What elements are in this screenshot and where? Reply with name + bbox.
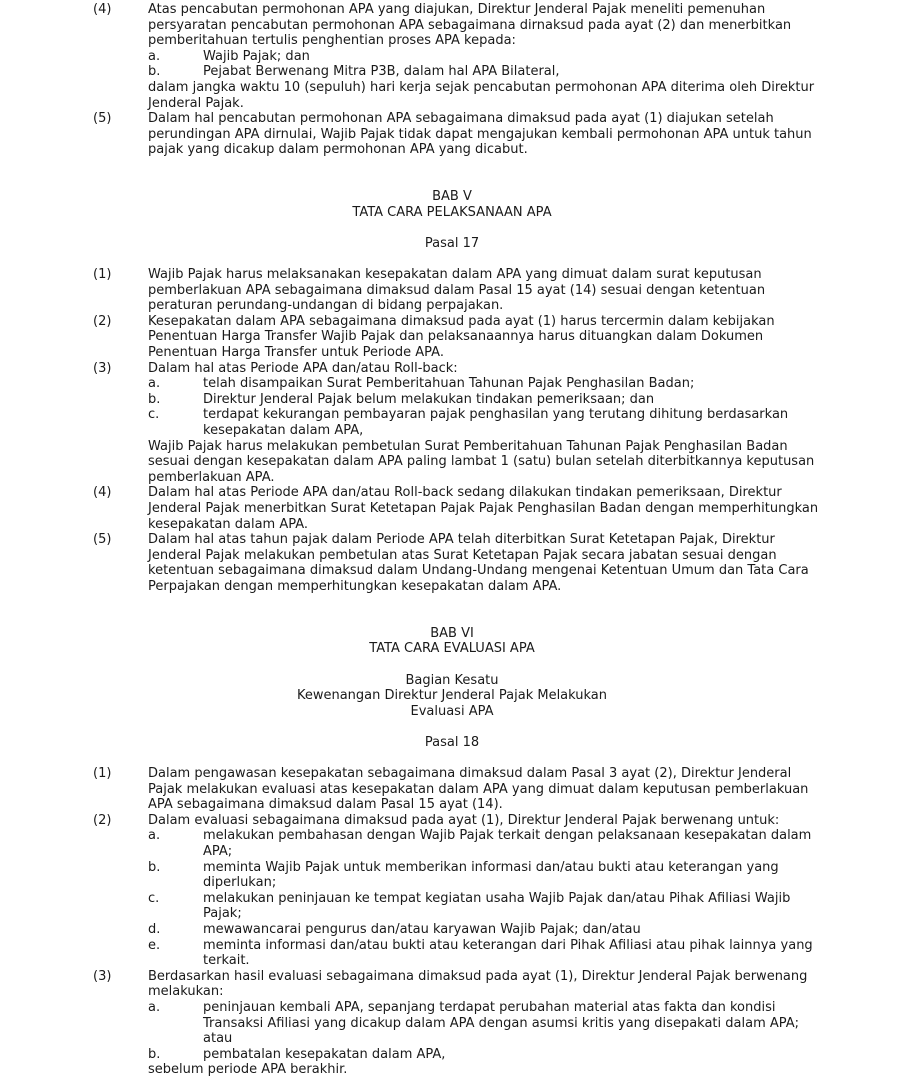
list-item <box>148 392 825 408</box>
paragraph-text: Dalam pengawasan kesepakatan sebagaimana dimaksud dalam Pasal 3 ayat (2), Direktur Jenderal Pajak melakukan evaluasi atas kesepakatan dalam APA yang dimuat dalam keputusan pemberlakuan APA sebagaimana dimaksud dalam Pasal 15 ayat (14). <box>148 766 809 813</box>
list-item <box>148 922 825 938</box>
list-item <box>148 860 825 891</box>
list-letter: b. <box>148 391 161 407</box>
paragraph-text: Dalam evaluasi sebagaimana dimaksud pada ayat (1), Direktur Jenderal Pajak berwenang untuk: <box>148 812 780 828</box>
list-item <box>148 828 825 859</box>
list-item <box>148 407 825 438</box>
list-letter: a. <box>148 828 161 844</box>
paragraph-text: Berdasarkan hasil evaluasi sebagaimana dimaksud pada ayat (1), Direktur Jenderal Pajak berwenang melakukan: <box>148 968 808 1000</box>
list-text: Wajib Pajak; dan <box>203 48 310 64</box>
paragraph-closing: Wajib Pajak harus melakukan pembetulan Surat Pemberitahuan Tahunan Pajak Penghasilan Badan sesuai dengan kesepakatan dalam APA paling lambat 1 (satu) bulan setelah diterbitkannya keputusan pemberlakuan APA. <box>148 438 815 485</box>
paragraph-number: (4) <box>93 485 112 501</box>
chapter-title: TATA CARA EVALUASI APA <box>369 641 535 657</box>
list-item <box>148 1047 825 1063</box>
paragraph-text: Kesepakatan dalam APA sebagaimana dimaksud pada ayat (1) harus tercermin dalam kebijakan Penentuan Harga Transfer Wajib Pajak dan pelaksanaannya harus dituangkan dalam Dokumen Penentuan Harga Transfer untuk Periode APA. <box>148 313 775 361</box>
article-heading: Pasal 17 <box>424 235 480 251</box>
list-text: melakukan pembahasan dengan Wajib Pajak terkait dengan pelaksanaan kesepakatan dalam APA; <box>203 828 812 860</box>
chapter-title: TATA CARA PELAKSANAAN APA <box>352 204 552 220</box>
paragraph-1 <box>0 267 825 314</box>
list-item <box>148 891 825 922</box>
list-letter: c. <box>148 407 160 423</box>
list-item <box>148 49 825 65</box>
paragraph-text: Dalam hal pencabutan permohonan APA sebagaimana dimaksud pada ayat (1) diajukan setelah perundingan APA dirnulai, Wajib Pajak tidak dapat mengajukan kembali permohonan APA untuk tahun pajak yang dicakup dalam permohonan APA yang dicabut. <box>148 111 812 158</box>
paragraph-5 <box>0 111 825 158</box>
paragraph-number: (2) <box>93 812 112 828</box>
list-text: Pejabat Berwenang Mitra P3B, dalam hal APA Bilateral, <box>203 64 560 80</box>
list-letter: d. <box>148 922 161 938</box>
list-text: pembatalan kesepakatan dalam APA, <box>203 1046 446 1062</box>
paragraph-2 <box>0 813 825 969</box>
list-item <box>148 64 825 80</box>
list-letter: a. <box>148 48 161 64</box>
paragraph-4 <box>0 485 825 532</box>
paragraph-text: Dalam hal atas Periode APA dan/atau Roll-back sedang dilakukan tindakan pemeriksaan, Direktur Jenderal Pajak menerbitkan Surat Ketetapan Pajak Pajak Penghasilan Badan dengan memperhitungkan kesepakatan dalam APA. <box>148 485 819 532</box>
list-text: terdapat kekurangan pembayaran pajak penghasilan yang terutang dihitung berdasarkan kesepakatan dalam APA, <box>203 407 789 439</box>
paragraph-5 <box>0 532 825 594</box>
list-letter: b. <box>148 1046 161 1062</box>
paragraph-text: Atas pencabutan permohonan APA yang diajukan, Direktur Jenderal Pajak meneliti pemenuhan persyaratan pencabutan permohonan APA sebagaimana dirnaksud pada ayat (2) dan menerbitkan pemberitahuan tertulis penghentian proses APA kepada: <box>148 2 792 49</box>
paragraph-closing: sebelum periode APA berakhir. <box>148 1062 348 1078</box>
article-heading: Pasal 18 <box>424 734 480 750</box>
paragraph-number: (3) <box>93 968 112 984</box>
list-item <box>148 938 825 969</box>
section-title-line-1: Kewenangan Direktur Jenderal Pajak Melakukan <box>296 688 608 704</box>
list-letter: b. <box>148 64 161 80</box>
paragraph-number: (3) <box>93 360 112 376</box>
list-item <box>148 1000 825 1047</box>
list-text: peninjauan kembali APA, sepanjang terdapat perubahan material atas fakta dan kondisi Transaksi Afiliasi yang dicakup dalam APA dengan asumsi kritis yang disepakati dalam APA; atau <box>203 1000 800 1047</box>
paragraph-2 <box>0 314 825 361</box>
list-text: Direktur Jenderal Pajak belum melakukan tindakan pemeriksaan; dan <box>203 391 655 407</box>
list-text: telah disampaikan Surat Pemberitahuan Tahunan Pajak Penghasilan Badan; <box>203 376 695 392</box>
paragraph-1 <box>0 766 825 813</box>
paragraph-closing: dalam jangka waktu 10 (sepuluh) hari kerja sejak pencabutan permohonan APA diterima oleh Direktur Jenderal Pajak. <box>148 79 815 111</box>
list-letter: b. <box>148 859 161 875</box>
paragraph-number: (2) <box>93 313 112 329</box>
list-letter: c. <box>148 890 160 906</box>
paragraph-number: (1) <box>93 267 112 283</box>
chapter-heading: BAB VI <box>430 625 474 641</box>
paragraph-text: Dalam hal atas Periode APA dan/atau Roll-back: <box>148 360 458 376</box>
paragraph-number: (1) <box>93 766 112 782</box>
paragraph-3 <box>0 361 825 486</box>
list-letter: a. <box>148 376 161 392</box>
list-text: meminta informasi dan/atau bukti atau keterangan dari Pihak Afiliasi atau pihak lainnya yang terkait. <box>203 937 813 969</box>
paragraph-number: (5) <box>93 111 112 127</box>
list-letter: a. <box>148 1000 161 1015</box>
list-text: melakukan peninjauan ke tempat kegiatan usaha Wajib Pajak dan/atau Pihak Afiliasi Wajib Pajak; <box>203 890 791 922</box>
list-item <box>148 376 825 392</box>
paragraph-text: Wajib Pajak harus melaksanakan kesepakatan dalam APA yang dimuat dalam surat keputusan pemberlakuan APA sebagaimana dimaksud dalam Pasal 15 ayat (14) sesuai dengan ketentuan peraturan perundang-undangan di bidang perpajakan. <box>148 267 766 314</box>
paragraph-number: (5) <box>93 532 112 548</box>
list-letter: e. <box>148 937 161 953</box>
paragraph-text: Dalam hal atas tahun pajak dalam Periode APA telah diterbitkan Surat Ketetapan Pajak, Direktur Jenderal Pajak melakukan pembetulan atas Surat Ketetapan Pajak secara jabatan sesuai dengan ketentuan sebagaimana dimaksud dalam Undang-Undang mengenai Ketentuan Umum dan Tata Cara Perpajakan dengan memperhitungkan kesepakatan dalam APA. <box>148 532 809 594</box>
chapter-heading: BAB V <box>432 189 472 205</box>
section-title-line-2: Evaluasi APA <box>410 703 494 719</box>
section-heading: Bagian Kesatu <box>405 672 499 688</box>
paragraph-3 <box>0 969 825 1078</box>
list-text: meminta Wajib Pajak untuk memberikan informasi dan/atau bukti atau keterangan yang diperlukan; <box>203 859 779 891</box>
paragraph-4 <box>0 2 825 111</box>
list-text: mewawancarai pengurus dan/atau karyawan Wajib Pajak; dan/atau <box>203 922 641 938</box>
paragraph-number: (4) <box>93 2 112 17</box>
